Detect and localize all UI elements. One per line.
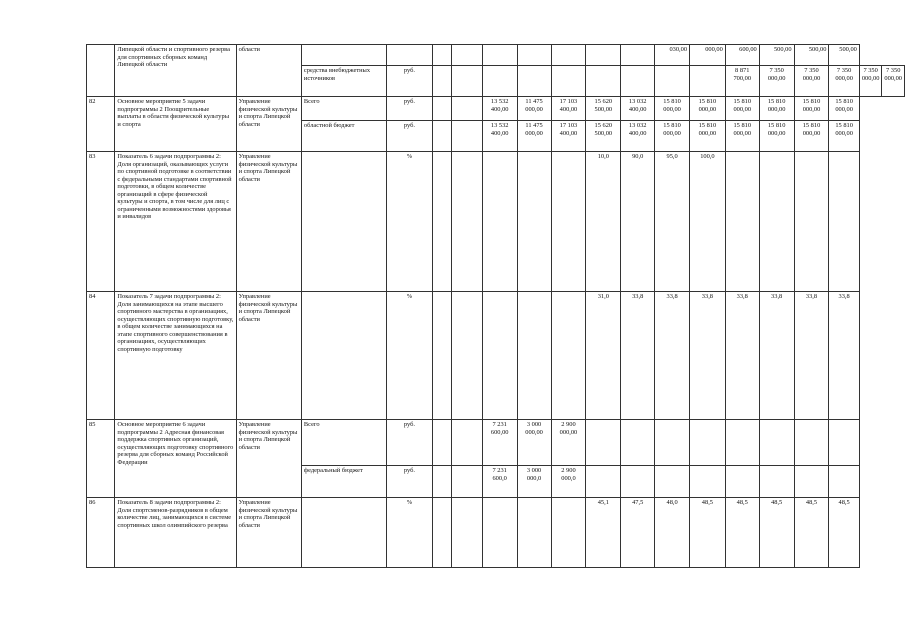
- row-name-cell: Основное мероприятие 6 задачи подпрограммы 2 Адресная финансовая поддержка спортивных организаций, осуществляющих подготовку спортивного резерва для сборных команд Российской Федерации: [115, 420, 236, 498]
- funding-source-cell: федеральный бюджет: [301, 466, 386, 498]
- unit-cell: %: [387, 498, 432, 568]
- value-cell: 3 000 000,0: [517, 466, 551, 498]
- value-cell: 48,5: [794, 498, 829, 568]
- value-cell: 13 032 400,00: [621, 121, 655, 152]
- value-cell: 17 103 400,00: [551, 97, 586, 121]
- row-name-cell: Показатель 8 задачи подпрограммы 2: Доля спортсменов-разрядников в общем количестве лиц, занимающихся в системе спортивных школ олимпийского резерва: [115, 498, 236, 568]
- value-cell: 15 810 000,00: [759, 97, 794, 121]
- funding-source-cell: средства внебюджетных источников: [301, 66, 386, 97]
- value-cell: 7 350 000,00: [829, 66, 859, 97]
- row-number-cell: 83: [87, 152, 115, 292]
- value-cell: 15 810 000,00: [829, 121, 859, 152]
- table-row-86: [87, 498, 905, 568]
- value-cell: 48,5: [759, 498, 794, 568]
- table-row-83: [87, 152, 905, 292]
- value-cell: 15 810 000,00: [690, 121, 726, 152]
- value-cell: 33,8: [725, 292, 759, 420]
- value-cell: 45,1: [586, 498, 621, 568]
- row-name-cell: Основное мероприятие 5 задачи подпрограммы 2 Поощрительные выплаты в области физической культуры и спорта: [115, 97, 236, 152]
- funding-source-cell: Всего: [301, 97, 386, 121]
- value-cell: 7 350 000,00: [759, 66, 794, 97]
- row-executor-cell: Управление физической культуры и спорта Липецкой области: [236, 498, 301, 568]
- value-cell: 500,00: [794, 45, 829, 66]
- value-cell: 48,0: [655, 498, 690, 568]
- value-cell: 2 900 000,0: [551, 466, 586, 498]
- value-cell: 17 103 400,00: [551, 121, 586, 152]
- value-cell: 7 350 000,00: [882, 66, 905, 97]
- table-row-84: [87, 292, 905, 420]
- value-cell: 8 871 700,00: [725, 66, 759, 97]
- row-executor-cell: Управление физической культуры и спорта Липецкой области: [236, 292, 301, 420]
- value-cell: 11 475 000,00: [517, 97, 551, 121]
- value-cell: 15 810 000,00: [690, 97, 726, 121]
- row-number-cell: 85: [87, 420, 115, 498]
- row-number-cell: [87, 45, 115, 97]
- unit-cell: руб.: [387, 466, 432, 498]
- value-cell: 33,8: [829, 292, 859, 420]
- value-cell: 13 532 400,00: [482, 97, 517, 121]
- value-cell: 7 350 000,00: [859, 66, 882, 97]
- value-cell: 15 810 000,00: [794, 97, 829, 121]
- row-executor-cell: области: [236, 45, 301, 97]
- value-cell: 3 000 000,00: [517, 420, 551, 466]
- row-executor-cell: Управление физической культуры и спорта Липецкой области: [236, 97, 301, 152]
- value-cell: 15 810 000,00: [725, 121, 759, 152]
- value-cell: 100,0: [690, 152, 726, 292]
- funding-source-cell: Всего: [301, 420, 386, 466]
- unit-cell: руб.: [387, 420, 432, 466]
- unit-cell: руб.: [387, 121, 432, 152]
- table-row-85-total: [87, 420, 905, 466]
- unit-cell: руб.: [387, 97, 432, 121]
- row-number-cell: 84: [87, 292, 115, 420]
- value-cell: 500,00: [759, 45, 794, 66]
- table-row-82-total: [87, 97, 905, 121]
- row-number-cell: 86: [87, 498, 115, 568]
- value-cell: 15 620 500,00: [586, 121, 621, 152]
- table-row-81-top: [87, 45, 905, 66]
- value-cell: 47,5: [621, 498, 655, 568]
- row-executor-cell: Управление физической культуры и спорта Липецкой области: [236, 152, 301, 292]
- value-cell: 33,8: [655, 292, 690, 420]
- value-cell: 11 475 000,00: [517, 121, 551, 152]
- value-cell: 15 810 000,00: [655, 121, 690, 152]
- value-cell: 33,8: [759, 292, 794, 420]
- value-cell: 000,00: [690, 45, 726, 66]
- value-cell: 10,0: [586, 152, 621, 292]
- value-cell: 13 032 400,00: [621, 97, 655, 121]
- value-cell: 48,5: [725, 498, 759, 568]
- value-cell: 7 231 600,0: [482, 466, 517, 498]
- value-cell: 90,0: [621, 152, 655, 292]
- value-cell: 48,5: [690, 498, 726, 568]
- value-cell: 33,8: [621, 292, 655, 420]
- row-number-cell: 82: [87, 97, 115, 152]
- value-cell: 600,00: [725, 45, 759, 66]
- row-name-cell: Показатель 7 задачи подпрограммы 2: Доля занимающихся на этапе высшего спортивного мастерства в организациях, осуществляющих спортивную подготовку, в общем количестве занимающихся на этапе спортивного совершенствования в организациях, осуществляющих спортивную подготовку: [115, 292, 236, 420]
- value-cell: 030,00: [655, 45, 690, 66]
- value-cell: 33,8: [690, 292, 726, 420]
- value-cell: 15 810 000,00: [794, 121, 829, 152]
- value-cell: 2 900 000,00: [551, 420, 586, 466]
- value-cell: 15 810 000,00: [829, 97, 859, 121]
- value-cell: 500,00: [829, 45, 859, 66]
- funding-source-cell: областной бюджет: [301, 121, 386, 152]
- value-cell: 95,0: [655, 152, 690, 292]
- unit-cell: %: [387, 292, 432, 420]
- row-executor-cell: Управление физической культуры и спорта Липецкой области: [236, 420, 301, 498]
- row-name-cell: Липецкой области и спортивного резерва для спортивных сборных команд Липецкой области: [115, 45, 236, 97]
- value-cell: 31,0: [586, 292, 621, 420]
- value-cell: 15 810 000,00: [655, 97, 690, 121]
- value-cell: 15 810 000,00: [725, 97, 759, 121]
- value-cell: 13 532 400,00: [482, 121, 517, 152]
- value-cell: 33,8: [794, 292, 829, 420]
- value-cell: 48,5: [829, 498, 859, 568]
- program-table: [86, 44, 905, 568]
- value-cell: 15 620 500,00: [586, 97, 621, 121]
- value-cell: 7 231 600,00: [482, 420, 517, 466]
- unit-cell: руб.: [387, 66, 432, 97]
- value-cell: 15 810 000,00: [759, 121, 794, 152]
- value-cell: 7 350 000,00: [794, 66, 829, 97]
- unit-cell: %: [387, 152, 432, 292]
- row-name-cell: Показатель 6 задачи подпрограммы 2: Доля организаций, оказывающих услуги по спортивной подготовке в соответствии с федеральными стандартами спортивной подготовки, в общем количестве организаций в сфере физической культуры и спорта, в том числе для лиц с ограниченными возможностями здоровья и инвалидов: [115, 152, 236, 292]
